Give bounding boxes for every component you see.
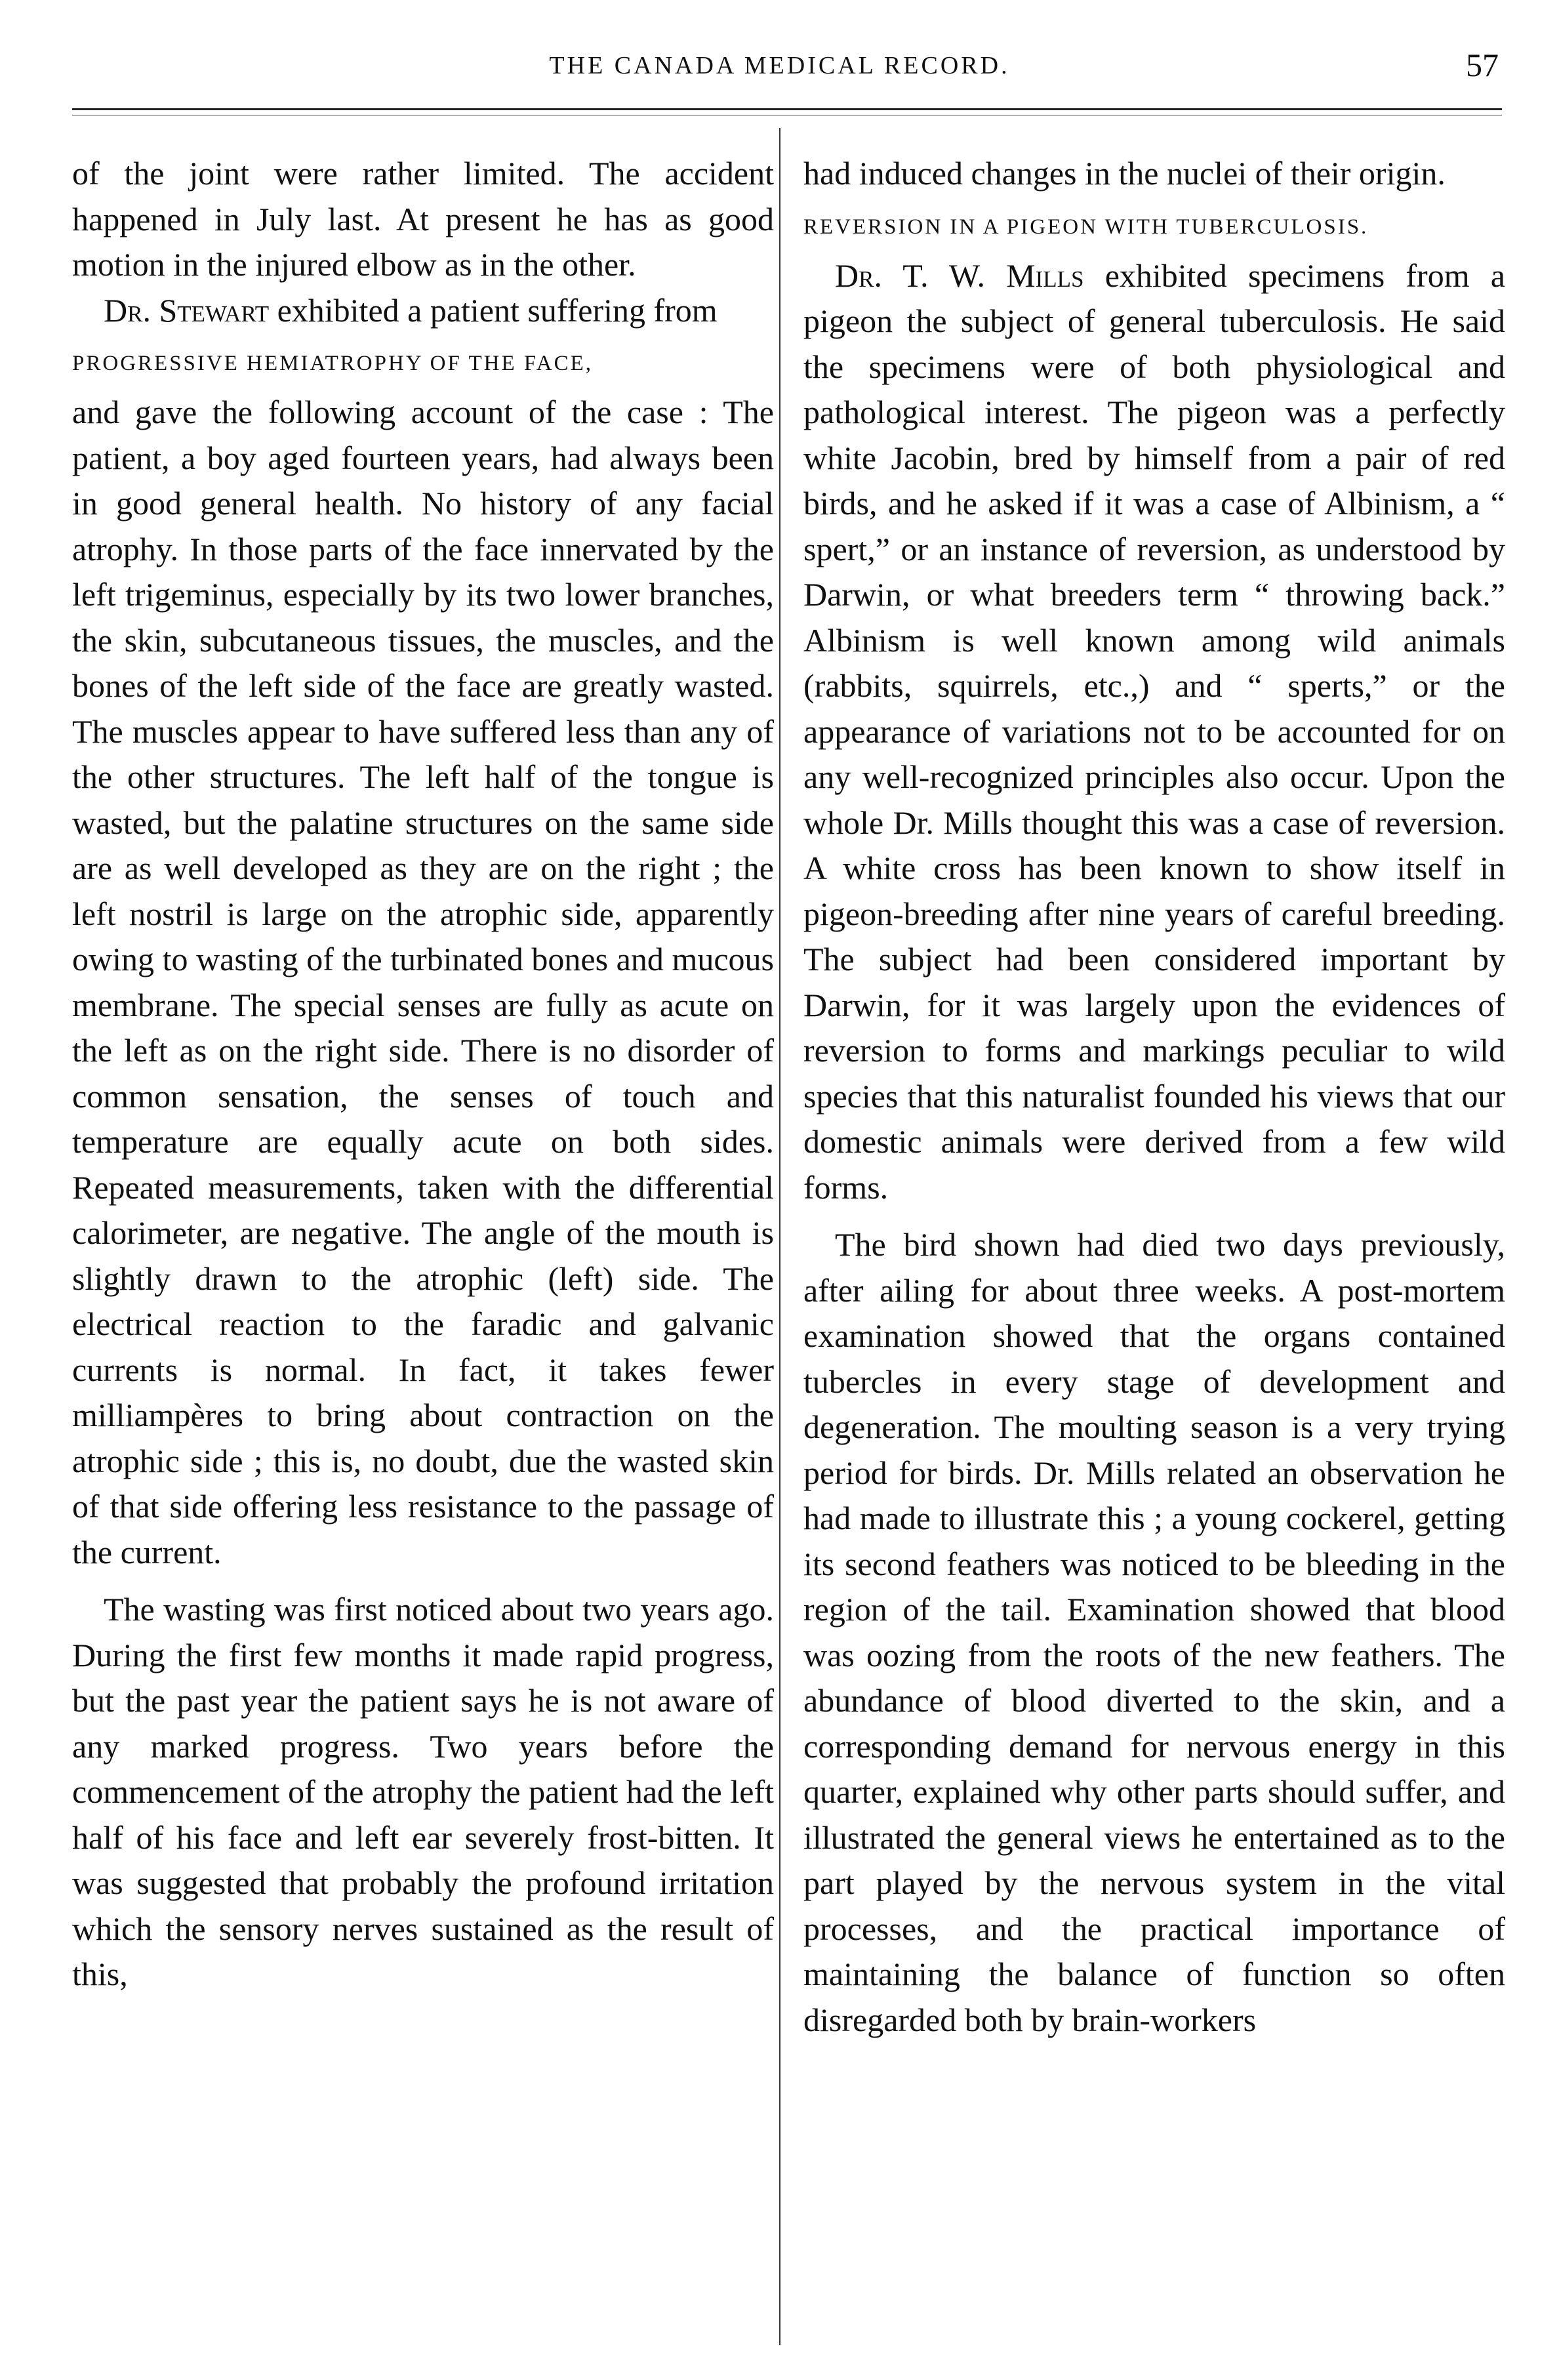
column-divider [779, 128, 780, 2345]
journal-title: THE CANADA MEDICAL RECORD. [549, 52, 1010, 79]
paragraph-case-account: and gave the following account of the case : The patient, a boy aged fourteen years, had always been in good general health. No history of any facial atrophy. In those parts of the face innervated by the left trigeminus, especially by its two lower branches, the skin, subcutaneous tissues, the muscles, and the bones of the left side of the face are greatly wasted. The muscles appear to have suffered less than any of the other structures. The left half of the tongue is wasted, but the palatine structures on the same side are as well developed as they are on the right ; the left nostril is large on the atrophic side, apparently owing to wasting of the turbinated bones and mucous membrane. The special senses are fully as acute on the left as on the right side. There is no disorder of common sensation, the senses of touch and temperature are equally acute on both sides. Repeated measurements, taken with the differential calorimeter, are negative. The angle of the mouth is slightly drawn to the atrophic (left) side. The electrical reaction to the faradic and galvanic currents is normal. In fact, it takes fewer milliampères to bring about contraction on the atrophic side ; this is, no doubt, due the wasted skin of that side offering less resistance to the passage of the current. [72, 394, 774, 1570]
paragraph-text: exhibited specimens from a pigeon the subject of general tuberculosis. He said the specimens were of both physiological and pathological interest. The pigeon was a perfectly white Jacobin, bred by himself from a pair of red birds, and he asked if it was a case of Albinism, a “ spert,” or an instance of reversion, as understood by Darwin, or what breeders term “ throwing back.” Albinism is well known among wild animals (rabbits, squirrels, etc.,) and “ sperts,” or the appearance of variations not to be accounted for on any well-recognized principles also occur. Upon the whole Dr. Mills thought this was a case of reversion. A white cross has been known to show itself in pigeon-breeding after nine years of careful breeding. The subject had been considered important by Darwin, for it was largely upon the evidences of reversion to forms and markings peculiar to wild species that this naturalist founded his views that our domestic animals were derived from a few wild forms. [803, 256, 1505, 1206]
paragraph-continued: had induced changes in the nuclei of their origin. [803, 155, 1446, 192]
speaker-name: Dr. T. W. Mills [835, 256, 1084, 294]
paragraph-bird-shown: The bird shown had died two days previously, after ailing for about three weeks. A post-mortem examination showed that the organs contained tubercles in every stage of development and degeneration. The moulting season is a very trying period for birds. Dr. Mills related an observation he had made to illustrate this ; a young cockerel, getting its second feathers was noticed to be bleeding in the region of the tail. Examination showed that blood was oozing from the roots of the new feathers. The abundance of blood diverted to the skin, and a corresponding demand for nervous energy in this quarter, explained why other parts should suffer, and illustrated the general views he entertained as to the part played by the nervous system in the vital processes, and the practical importance of maintaining the balance of function so often disregarded both by brain-workers [803, 1226, 1505, 2038]
paragraph-wasting: The wasting was first noticed about two years ago. During the first few months it made rapid progress, but the past year the patient says he is not aware of any marked progress. Two years before the commencement of the atrophy the patient had the left half of his face and left ear severely frost-bitten. It was suggested that probably the profound irritation which the sensory nerves sustained as the result of this, [72, 1591, 774, 1992]
paragraph-mills [803, 253, 1505, 1211]
paragraph-text: exhibited a patient suffering from [269, 291, 718, 329]
running-head [0, 46, 1559, 92]
paragraph-continued: of the joint were rather limited. The accident happened in July last. At present he has as good motion in the injured elbow as in the other. [72, 155, 774, 283]
page-number: 57 [1466, 47, 1499, 83]
section-heading-hemiatrophy: PROGRESSIVE HEMIATROPHY OF THE FACE, [72, 352, 594, 375]
speaker-name: Dr. Stewart [104, 291, 270, 329]
paragraph-stewart [72, 288, 774, 334]
header-rule [72, 108, 1502, 110]
right-column [803, 151, 1505, 2043]
section-heading-reversion: REVERSION IN A PIGEON WITH TUBERCULOSIS. [803, 215, 1369, 239]
left-column [72, 151, 774, 1998]
